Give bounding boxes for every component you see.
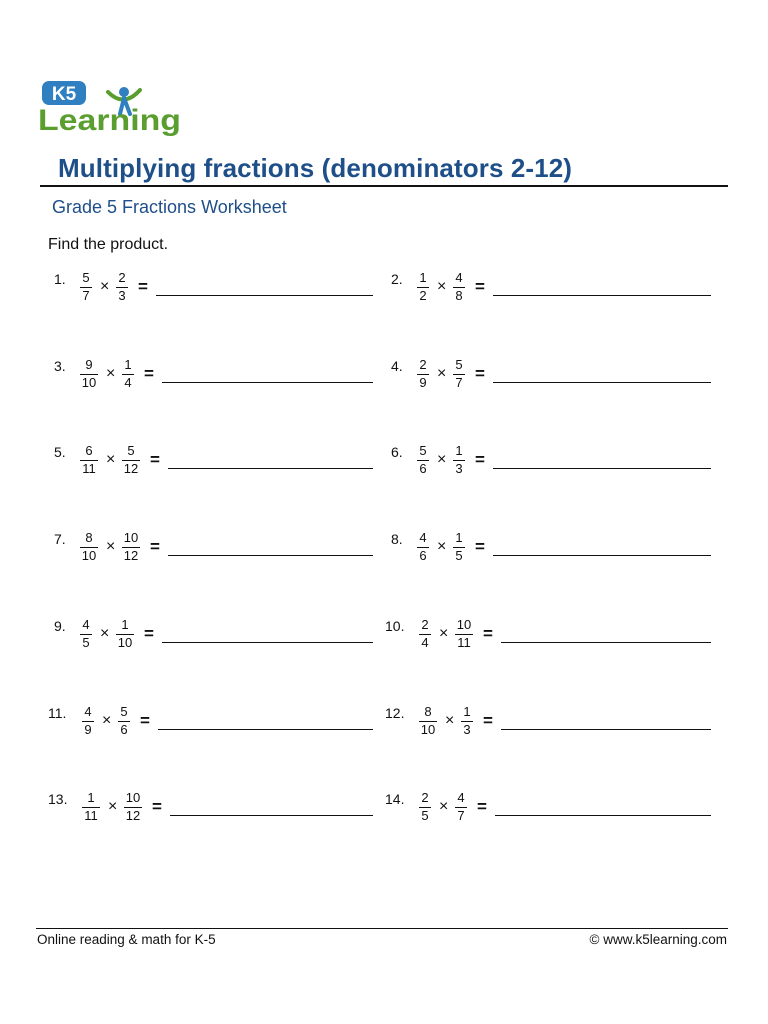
- fraction: [415, 358, 431, 391]
- problem-number: 10.: [385, 618, 405, 634]
- fraction: [459, 705, 475, 738]
- fraction: [417, 618, 433, 651]
- times-sign: ×: [445, 712, 455, 729]
- denominator: 10: [420, 722, 436, 737]
- answer-line[interactable]: [493, 468, 711, 469]
- answer-line[interactable]: [493, 295, 711, 296]
- times-sign: ×: [437, 365, 447, 382]
- problem-number: 11.: [48, 705, 67, 721]
- denominator: 6: [419, 548, 427, 563]
- denominator: 7: [457, 808, 465, 823]
- numerator: 4: [419, 530, 427, 545]
- equals-sign: =: [150, 537, 160, 556]
- problem-item: [0, 618, 768, 658]
- times-sign: ×: [108, 798, 118, 815]
- equals-sign: =: [477, 797, 487, 816]
- page-subtitle: Grade 5 Fractions Worksheet: [52, 197, 287, 217]
- numerator: 1: [455, 530, 463, 545]
- numerator: 5: [419, 443, 427, 458]
- denominator: 12: [123, 461, 139, 476]
- times-sign: ×: [106, 451, 116, 468]
- fraction: [415, 444, 431, 477]
- footer-tagline: Online reading & math for K-5: [37, 932, 216, 947]
- numerator: 1: [121, 617, 129, 632]
- problem-item: [0, 358, 768, 398]
- footer-website: © www.k5learning.com: [589, 932, 727, 947]
- equals-sign: =: [138, 277, 148, 296]
- equals-sign: =: [483, 624, 493, 643]
- numerator: 1: [463, 704, 471, 719]
- denominator: 7: [455, 375, 463, 390]
- denominator: 2: [419, 288, 427, 303]
- numerator: 8: [424, 704, 432, 719]
- numerator: 2: [421, 790, 429, 805]
- logo-bottom-text: Learning: [38, 104, 181, 137]
- numerator: 9: [85, 357, 93, 372]
- numerator: 10: [123, 530, 139, 545]
- numerator: 5: [120, 704, 128, 719]
- fraction: [451, 444, 467, 477]
- denominator: 11: [84, 808, 98, 823]
- problem-number: 14.: [385, 791, 405, 807]
- page-title: Multiplying fractions (denominators 2-12): [58, 153, 573, 183]
- times-sign: ×: [437, 278, 447, 295]
- denominator: 12: [123, 548, 139, 563]
- times-sign: ×: [437, 451, 447, 468]
- problem-item: [0, 271, 768, 311]
- denominator: 10: [81, 375, 97, 390]
- denominator: 3: [118, 288, 126, 303]
- numerator: 2: [419, 357, 427, 372]
- equals-sign: =: [150, 450, 160, 469]
- equals-sign: =: [152, 797, 162, 816]
- numerator: 5: [455, 357, 463, 372]
- problem-number: 12.: [385, 705, 405, 721]
- denominator: 5: [455, 548, 463, 563]
- equals-sign: =: [475, 450, 485, 469]
- problem-number: 5.: [54, 444, 66, 460]
- problem-number: 4.: [391, 358, 403, 374]
- numerator: 10: [125, 790, 141, 805]
- denominator: 9: [84, 722, 92, 737]
- denominator: 4: [124, 375, 132, 390]
- numerator: 1: [419, 270, 427, 285]
- problem-number: 9.: [54, 618, 66, 634]
- numerator: 4: [457, 790, 465, 805]
- denominator: 5: [82, 635, 90, 650]
- problem-number: 3.: [54, 358, 66, 374]
- title-divider: [40, 185, 728, 187]
- denominator: 6: [419, 461, 427, 476]
- denominator: 9: [419, 375, 427, 390]
- denominator: 3: [455, 461, 463, 476]
- numerator: 6: [85, 443, 93, 458]
- times-sign: ×: [439, 798, 449, 815]
- answer-line[interactable]: [495, 815, 711, 816]
- denominator: 11: [82, 461, 96, 476]
- times-sign: ×: [106, 365, 116, 382]
- answer-line[interactable]: [493, 555, 711, 556]
- k5-learning-logo: [38, 78, 183, 138]
- answer-line[interactable]: [501, 642, 711, 643]
- equals-sign: =: [475, 537, 485, 556]
- logo-top-text: K5: [51, 84, 77, 105]
- fraction: [417, 791, 433, 824]
- equals-sign: =: [475, 364, 485, 383]
- times-sign: ×: [106, 538, 116, 555]
- problem-number: 7.: [54, 531, 66, 547]
- problem-number: 8.: [391, 531, 403, 547]
- numerator: 5: [82, 270, 90, 285]
- problem-item: [0, 444, 768, 484]
- problem-item: [0, 531, 768, 571]
- numerator: 10: [456, 617, 472, 632]
- denominator: 4: [421, 635, 429, 650]
- denominator: 6: [120, 722, 128, 737]
- times-sign: ×: [102, 712, 112, 729]
- problem-number: 2.: [391, 271, 403, 287]
- denominator: 12: [125, 808, 141, 823]
- numerator: 1: [455, 443, 463, 458]
- problem-number: 1.: [54, 271, 66, 287]
- numerator: 2: [118, 270, 126, 285]
- numerator: 1: [87, 790, 95, 805]
- denominator: 10: [81, 548, 97, 563]
- denominator: 7: [82, 288, 90, 303]
- denominator: 8: [455, 288, 463, 303]
- fraction: [451, 271, 467, 304]
- instructions: Find the product.: [48, 236, 169, 253]
- answer-line[interactable]: [493, 382, 711, 383]
- denominator: 3: [463, 722, 471, 737]
- footer-divider: [36, 928, 728, 929]
- numerator: 4: [82, 617, 90, 632]
- times-sign: ×: [437, 538, 447, 555]
- denominator: 10: [117, 635, 133, 650]
- fraction: [415, 271, 431, 304]
- equals-sign: =: [144, 624, 154, 643]
- numerator: 4: [84, 704, 92, 719]
- fraction: [417, 705, 439, 738]
- fraction: [451, 531, 467, 564]
- fraction: [451, 358, 467, 391]
- equals-sign: =: [483, 711, 493, 730]
- equals-sign: =: [144, 364, 154, 383]
- numerator: 4: [455, 270, 463, 285]
- numerator: 2: [421, 617, 429, 632]
- problem-number: 6.: [391, 444, 403, 460]
- numerator: 8: [85, 530, 93, 545]
- numerator: 5: [127, 443, 135, 458]
- answer-line[interactable]: [501, 729, 711, 730]
- fraction: [415, 531, 431, 564]
- times-sign: ×: [100, 625, 110, 642]
- times-sign: ×: [100, 278, 110, 295]
- fraction: [453, 618, 475, 651]
- denominator: 5: [421, 808, 429, 823]
- equals-sign: =: [140, 711, 150, 730]
- denominator: 11: [457, 635, 471, 650]
- problem-item: [0, 705, 768, 745]
- numerator: 1: [124, 357, 132, 372]
- times-sign: ×: [439, 625, 449, 642]
- fraction: [453, 791, 469, 824]
- problem-number: 13.: [48, 791, 68, 807]
- problem-item: [0, 791, 768, 831]
- equals-sign: =: [475, 277, 485, 296]
